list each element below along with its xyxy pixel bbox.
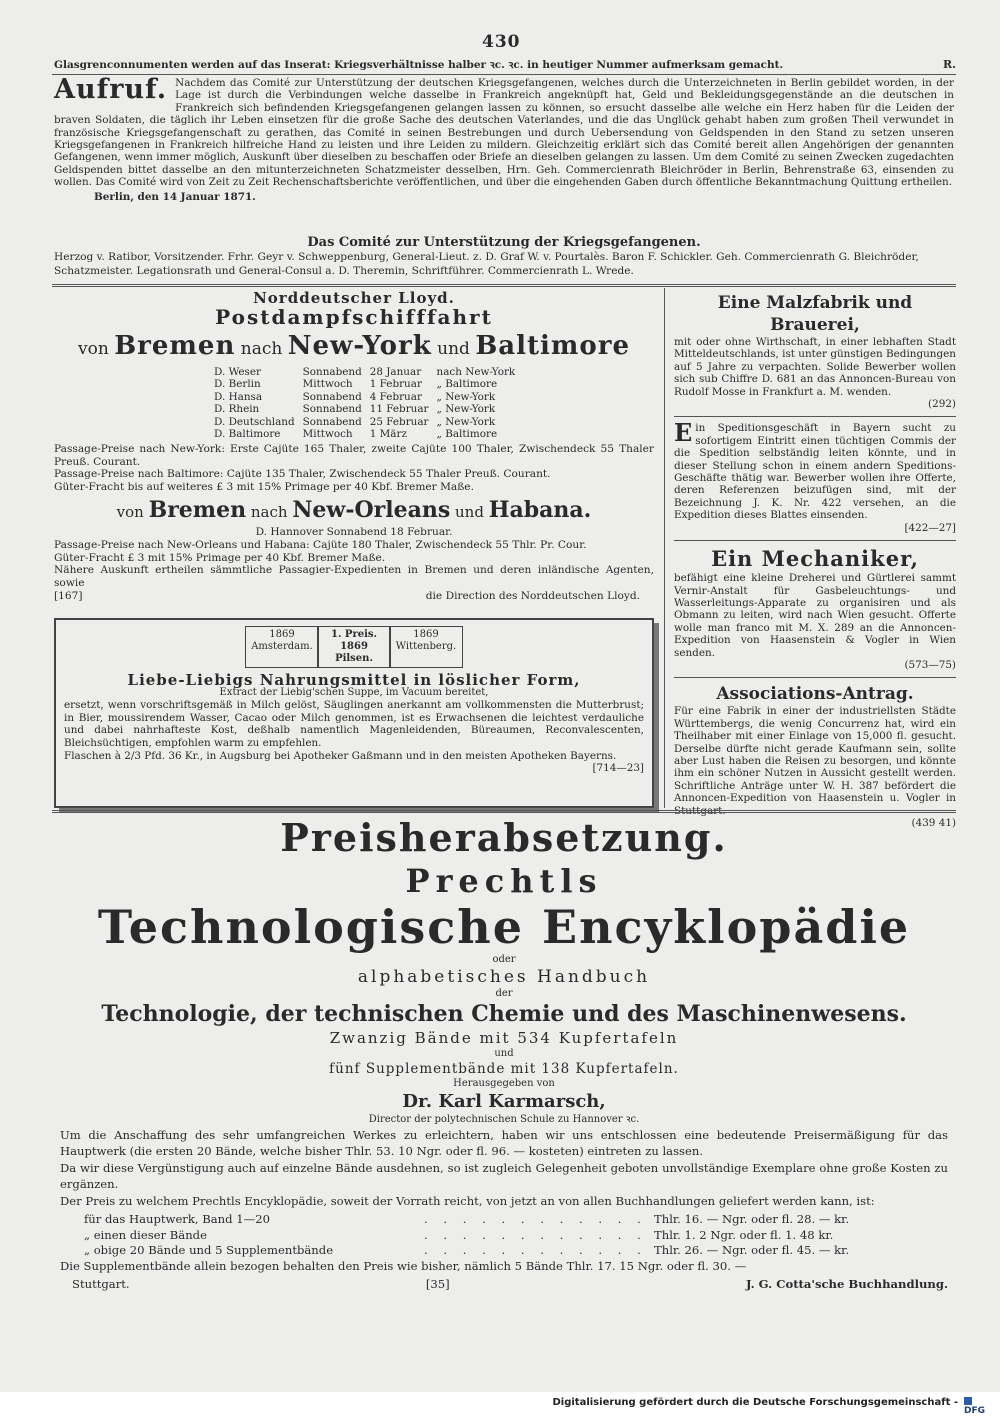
prechtl-editor-label: Herausgegeben von: [453, 1078, 555, 1089]
schedule-ship: D. Berlin: [214, 378, 261, 391]
price-baltimore: Passage-Preise nach Baltimore: Cajüte 135 Thaler, Zwischendeck 55 Thaler Preuß. Courant.: [54, 468, 551, 481]
schedule-row: [214, 378, 523, 391]
schedule-dest: „ New-York: [436, 415, 496, 428]
prechtl-paragraph-1: Um die Anschaffung des sehr umfangreichen Werkes zu erleichtern, haben wir uns entschlossen eine bedeutende Preisermäßigung für das Hauptwerk (die ersten 20 Bände, welche bisher Thlr. 53. 10 Ngr. oder fl. 96. — kosteten) eintreten zu lassen.: [60, 1128, 948, 1158]
route-destination: New-Orleans: [292, 496, 451, 523]
schedule-day: Sonnabend: [302, 403, 362, 416]
route-word: und: [455, 502, 484, 521]
prechtl-subject: Technologie, der technischen Chemie und des Maschinenwesens.: [101, 1001, 907, 1027]
medal-year: 1869: [340, 641, 368, 652]
medal-row: [56, 626, 652, 668]
mechaniker-body: befähigt eine kleine Dreherei und Gürtlerei sammt Vernir-Anstalt für Gasbeleuchtungs- und Wasserleitungs-Apparate zu organisiren und als Obmann zu leiten, wird nach Wien gesucht. Offerte wolle man franco mit M. X. 289 an die Annoncen-Expedition von Haasenstein & Vogler in Wien senden.: [674, 572, 956, 659]
price-list: [54, 1212, 954, 1259]
schedule-ship: D. Hansa: [214, 390, 263, 403]
dfg-logo-mark: [964, 1397, 972, 1405]
prechtl-der: der: [495, 988, 513, 999]
aufruf-text: Nachdem das Comité zur Unterstützung der deutschen Kriegsgefangenen, welches durch die Unterzeichneten in Berlin gebildet worden, in der Lage ist durch die Verbindungen welche dasselbe in Frankreich angeknüpft hat, Geld und Bekleidungsgegenstände an die deutschen in Frankreich sich befindenden Kriegsgefangenen gelangen lassen zu können, so ersucht dasselbe alle welche ein Herz haben für die Leiden der braven Soldaten, die täglich ihr Leben einsetzen für die große Sache des deutschen Vaterlandes, und die das Unglück gehabt haben zum großen Theil verwundet in französische Kriegsgefangenschaft zu gerathen, das Comité in seinen Bestrebungen und durch Uebersendung von Geldspenden in den Stand zu setzen unseren Kriegsgefangenen in Frankreich hilfreiche Hand zu leisten und ihre Leiden zu mildern. Gleichzeitig erklärt sich das Comité bereit allen Angehörigen der genannten Gefangenen, wenn immer möglich, Auskunft über dieselben zu beschaffen oder Briefe an dieselben gelangen zu lassen. Um dem Comité zu seinen Zwecken zugedachten Geldspenden bittet dasselbe an den mitunterzeichneten Schatzmeister desselben, Hrn. Geh. Commercienrath Bleichröder in Berlin, Behrenstraße 63, einsenden zu wollen. Das Comité wird von Zeit zu Zeit Rechenschaftsberichte veröffentlichen, und über die eingehenden Gaben durch öffentliche Bekanntmachung Quittung ertheilen.: [54, 77, 954, 189]
schedule-ship: D. Baltimore: [214, 428, 281, 441]
schedule-date: 1 März: [369, 428, 407, 441]
schedule-dest: „ Baltimore: [436, 428, 498, 441]
prechtl-paragraph-2: Da wir diese Vergünstigung auch auf einzelne Bände ausdehnen, so ist zugleich Gelegenheit geboten unvollständige Exemplare ohne große Kosten zu ergänzen.: [60, 1161, 948, 1191]
liebig-ref: [714—23]: [592, 762, 644, 775]
medal-year: 1869: [413, 629, 439, 640]
divider: [674, 540, 956, 541]
dfg-logo-text: DFG: [964, 1406, 986, 1416]
association-ad: [674, 683, 956, 829]
prechtl-supplements: fünf Supplementbände mit 138 Kupfertafeln.: [329, 1061, 679, 1077]
price-row: [84, 1243, 948, 1259]
lloyd-route-2: [54, 496, 654, 526]
page-content: [42, 20, 960, 1390]
lloyd-company: Norddeutscher Lloyd.: [253, 289, 455, 307]
price-label: „ obige 20 Bände und 5 Supplementbände: [84, 1243, 334, 1258]
prechtl-subtitle: alphabetisches Handbuch: [357, 967, 651, 987]
footer-credit: Digitalisierung gefördert durch die Deutsche Forschungsgemeinschaft -: [552, 1397, 958, 1408]
liebig-subtitle: Extract der Liebig'schen Suppe, im Vacuum bereitet,: [219, 686, 489, 698]
schedule-row: [214, 366, 523, 379]
route-origin: Bremen: [148, 496, 247, 523]
medal-pilsen: [317, 626, 391, 668]
prechtl-director: Director der polytechnischen Schule zu Hannover ꝛc.: [368, 1114, 640, 1125]
prechtl-volumes: Zwanzig Bände mit 534 Kupfertafeln: [329, 1029, 679, 1047]
freight-1: Güter-Fracht bis auf weiteres £ 3 mit 15% Primage per 40 Kbf. Bremer Maße.: [54, 481, 474, 494]
malz-title: Eine Malzfabrik und Brauerei,: [717, 293, 913, 335]
liebig-title: Liebe-Liebigs Nahrungsmittel in löslicher Form,: [127, 671, 581, 689]
prechtl-publisher: J. G. Cotta'sche Buchhandlung.: [746, 1277, 948, 1292]
schedule-date: 11 Februar: [369, 403, 429, 416]
liebig-body: ersetzt, wenn vorschriftsgemäß in Milch gelöst, Säuglingen anerkannt am vollkommensten die Mutterbrust; in Bier, moussirendem Wasser, Cacao oder Milch genommen, ist es Erwachsenen die leichtest verdauliche und dabei nahrhafteste Kost, deßhalb namentlich Magenleidenden, Büreaumen, Reconvalescenten, Bleichsüchtigen, empfohlen warm zu empfehlen.: [64, 699, 644, 749]
divider: [674, 677, 956, 678]
schedule-dest: nach New-York: [436, 365, 516, 378]
schedule-date: 25 Februar: [369, 415, 429, 428]
prechtl-heading: Preisherabsetzung.: [280, 815, 728, 860]
aufruf-notice: [54, 74, 954, 203]
association-body: Für eine Fabrik in einer der industriellsten Städte Württembergs, die wenig Concurrenz hat, wird ein Theilhaber mit einer Einlage von 15,000 fl. gesucht. Derselbe dürfte nicht gerade Kaufmann sein, sollte aber Lust haben die Reisen zu besorgen, und könnte ihm ein schöner Nutzen in Aussicht gestellt werden. Schriftliche Anträge unter W. H. 387 befördert die Annoncen-Expedition von Haasenstein u. Vogler in Stuttgart.: [674, 705, 956, 817]
route-destination: Habana.: [488, 496, 592, 523]
liebig-ref-row: [56, 762, 652, 775]
schedule-day: Mittwoch: [302, 378, 353, 391]
prechtl-paragraph-4: Die Supplementbände allein bezogen behalten den Preis wie bisher, nämlich 5 Bände Thlr. 17. 15 Ngr. oder fl. 30. —: [60, 1258, 747, 1273]
spedition-dropcap: E: [674, 418, 693, 448]
association-title: Associations-Antrag.: [716, 684, 914, 705]
liebig-advertisement: [54, 618, 654, 808]
schedule-dest: „ New-York: [436, 390, 496, 403]
price-new-york: Passage-Preise nach New-York: Erste Cajüte 165 Thaler, zweite Cajüte 100 Thaler, Zwischendeck 55 Thaler Preuß. Courant.: [54, 442, 654, 468]
schedule-day: Sonnabend: [302, 415, 362, 428]
malz-ref: (292): [928, 398, 956, 411]
route-destination: Baltimore: [475, 330, 630, 361]
price-new-orleans: Passage-Preise nach New-Orleans und Habana: Cajüte 180 Thaler, Zwischendeck 55 Thlr. Pr. Cour.: [54, 538, 587, 551]
route-word: von: [116, 502, 144, 521]
comite-block: [54, 236, 954, 278]
mechaniker-ad: [674, 546, 956, 671]
medal-prize: 1. Preis.: [331, 629, 377, 640]
spedition-ad: [674, 418, 956, 534]
prechtl-ref: [35]: [425, 1277, 450, 1292]
route-word: und: [437, 338, 470, 359]
digitization-footer: [0, 1392, 1000, 1416]
prechtl-footer: [54, 1276, 954, 1292]
price-row: [84, 1228, 948, 1244]
schedule-dest: „ Baltimore: [436, 378, 498, 391]
route-word: nach: [250, 502, 288, 521]
price-label: „ einen dieser Bände: [84, 1227, 207, 1242]
prechtl-und: und: [494, 1048, 514, 1059]
lloyd-info: Nähere Auskunft ertheilen sämmtliche Passagier-Expedienten in Bremen und deren inländische Agenten, sowie: [54, 564, 654, 590]
schedule-ship: D. Deutschland: [214, 415, 295, 428]
medal-place: Pilsen.: [335, 653, 373, 664]
comite-title: Das Comité zur Unterstützung der Kriegsgefangenen.: [307, 235, 701, 250]
page-number: 430: [482, 32, 521, 52]
route-word: nach: [240, 338, 283, 359]
dfg-logo: [964, 1396, 992, 1416]
lloyd-title: Postdampfschifffahrt: [215, 304, 493, 329]
top-letter: R.: [943, 58, 956, 71]
route-word: von: [77, 338, 109, 359]
prechtl-name: Prechtls: [405, 862, 603, 900]
price-leader: . . . . . . . . . . . .: [424, 1227, 647, 1242]
schedule-day: Sonnabend: [302, 365, 362, 378]
column-divider: [664, 288, 665, 808]
prechtl-advertisement: [54, 814, 954, 1292]
prechtl-author: Dr. Karl Karmarsch,: [402, 1091, 606, 1112]
price-leader: . . . . . . . . . . . .: [424, 1211, 647, 1226]
section-divider: [52, 810, 956, 813]
prechtl-place: Stuttgart.: [72, 1277, 130, 1292]
spedition-body: in Speditionsgeschäft in Bayern sucht zu sofortigem Eintritt einen tüchtigen Commis der die Spedition selbständig leiten könnte, und in dieser Stellung schon in einem andern Speditions-Geschäfte thätig war. Bewerber wollen ihre Offerte, deren Referenzen beizufügen sind, mit der Bezeichnung J. K. Nr. 422 versehen, an die Expedition dieses Blattes einsenden.: [674, 422, 956, 522]
schedule-day: Sonnabend: [302, 390, 362, 403]
liebig-price: Flaschen à 2/3 Pfd. 36 Kr., in Augsburg bei Apotheker Gaßmann und in den meisten Apotheken Bayerns.: [64, 749, 617, 762]
price-label: für das Hauptwerk, Band 1—20: [84, 1211, 270, 1226]
schedule-date: 4 Februar: [369, 390, 422, 403]
prechtl-oder: oder: [492, 954, 516, 965]
lloyd-signature: die Direction des Norddeutschen Lloyd.: [425, 589, 640, 602]
schedule-date: 1 Februar: [369, 378, 422, 391]
prechtl-title: Technologische Encyklopädie: [97, 900, 911, 954]
mechaniker-ref: (573—75): [904, 658, 956, 671]
right-column: [674, 292, 956, 835]
malz-ad: [674, 292, 956, 410]
aufruf-heading: Aufruf.: [54, 74, 168, 105]
medal-place: Wittenberg.: [395, 641, 457, 652]
schedule-ship: D. Rhein: [214, 403, 260, 416]
prechtl-paragraph-3: Der Preis zu welchem Prechtls Encyklopädie, soweit der Vorrath reicht, von jetzt an von allen Buchhandlungen geliefert werden kann, ist:: [60, 1194, 875, 1209]
section-divider: [52, 284, 956, 287]
association-ref: (439 41): [911, 817, 956, 829]
lloyd-footer: [54, 590, 654, 603]
route-destination: New-York: [287, 330, 432, 361]
comite-members: Herzog v. Ratibor, Vorsitzender. Frhr. Geyr v. Schweppenburg, General-Lieut. z. D. Graf W. v. Pourtalès. Baron F. Schickler. Geh. Commercienrath G. Bleichröder, Schatzmeister. Legationsrath und General-Consul a. D. Theremin, Schriftführer. Commercienrath L. Wrede.: [54, 251, 919, 277]
schedule-row: [214, 403, 523, 416]
divider: [674, 416, 956, 417]
medal-amsterdam: [245, 626, 319, 668]
mechaniker-title: Ein Mechaniker,: [711, 546, 919, 572]
malz-body: mit oder ohne Wirthschaft, in einer lebhaften Stadt Mitteldeutschlands, ist unter günstigen Bedingungen auf 5 Jahre zu verpachten. Solide Bewerber wollen sich sub Chiffre D. 681 an das Annoncen-Bureau von Rudolf Mosse in Frankfurt a. M. wenden.: [674, 336, 956, 398]
schedule-ship: D. Weser: [214, 365, 261, 378]
lloyd-ref: [167]: [54, 589, 83, 602]
route-origin: Bremen: [114, 330, 236, 361]
schedule-dest: „ New-York: [436, 403, 496, 416]
spedition-ref: [422—27]: [904, 521, 956, 534]
divider: [52, 74, 956, 75]
freight-2: Güter-Fracht £ 3 mit 15% Primage per 40 Kbf. Bremer Maße.: [54, 551, 386, 564]
top-notice: Glasgrenconnumenten werden auf das Inserat: Kriegsverhältnisse halber ꝛc. ꝛc. in heutiger Nummer aufmerksam gemacht.: [54, 59, 784, 71]
price-value: Thlr. 26. — Ngr. oder fl. 45. — kr.: [654, 1243, 850, 1258]
medal-place: Amsterdam.: [251, 641, 313, 652]
price-row: [84, 1212, 948, 1228]
price-value: Thlr. 16. — Ngr. oder fl. 28. — kr.: [654, 1211, 850, 1226]
lloyd-advertisement: [54, 289, 654, 603]
price-value: Thlr. 1. 2 Ngr. oder fl. 1. 48 kr.: [654, 1227, 834, 1242]
medal-year: 1869: [269, 629, 295, 640]
medal-wittenberg: [389, 626, 463, 668]
hannover-sailing: D. Hannover Sonnabend 18 Februar.: [255, 525, 453, 538]
lloyd-route-1: [54, 331, 654, 364]
sailing-schedule: [214, 366, 523, 441]
schedule-row: [214, 416, 523, 429]
schedule-day: Mittwoch: [302, 428, 353, 441]
schedule-row: [214, 391, 523, 404]
price-leader: . . . . . . . . . . . .: [424, 1243, 647, 1258]
schedule-date: 28 Januar: [369, 365, 422, 378]
schedule-row: [214, 428, 523, 441]
aufruf-date: Berlin, den 14 Januar 1871.: [94, 190, 256, 203]
